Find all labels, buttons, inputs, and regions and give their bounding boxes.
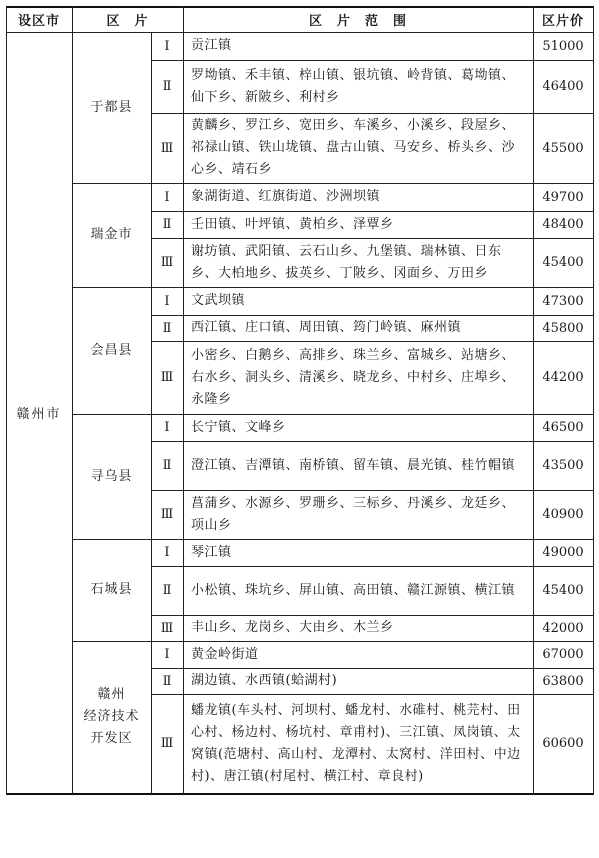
table-left-rule [6,6,7,794]
row-rule [151,238,594,239]
scope-cell [183,287,533,315]
price-cell-text: 45800 [542,320,584,336]
price-cell [533,668,593,694]
price-cell [533,414,593,441]
price-cell-text: 40900 [542,507,584,522]
county-name-text: 瑞金市 [90,227,133,242]
table-bottom-rule [6,793,594,795]
scope-cell-text: 象湖街道、红旗街道、沙洲坝镇 [191,189,381,204]
grade-label-text: Ⅲ [160,507,174,522]
column-rule [72,6,73,794]
price-cell-text: 51000 [542,38,584,54]
grade-label [151,183,183,211]
price-cell [533,32,593,60]
scope-cell-text: 罗坳镇、禾丰镇、梓山镇、银坑镇、岭背镇、葛坳镇、仙下乡、新陂乡、利村乡 [191,67,516,105]
column-rule [533,6,534,794]
scope-cell-text: 文武坝镇 [191,293,246,308]
price-cell-text: 44200 [542,370,584,385]
price-cell [533,315,593,341]
scope-cell-text: 琴江镇 [191,544,232,560]
header-zone-text: 区 片 [106,13,149,29]
scope-cell-text: 澄江镇、吉潭镇、南桥镇、留车镇、晨光镇、桂竹帽镇 [191,457,516,473]
row-rule [151,60,594,61]
county-name-text: 于都县 [90,99,133,115]
grade-label-text: Ⅰ [164,545,170,560]
county-name [72,641,151,793]
scope-cell [183,694,533,793]
grade-label [151,566,183,615]
scope-cell [183,238,533,287]
county-name [72,287,151,414]
grade-label [151,641,183,668]
scope-cell [183,32,533,60]
header-price-text: 区片价 [541,13,584,29]
price-cell-text: 63800 [542,673,584,689]
county-name [72,183,151,287]
scope-cell [183,183,533,211]
table-right-rule [593,6,594,794]
price-cell [533,441,593,490]
price-cell-text: 49000 [542,545,584,560]
header-rule [6,32,594,33]
grade-label-text: Ⅲ [160,255,174,270]
grade-label [151,287,183,315]
county-name-text: 赣州 经济技术 开发区 [83,687,140,746]
scope-cell-text: 小松镇、珠坑乡、屏山镇、高田镇、赣江源镇、横江镇 [191,582,516,598]
price-cell-text: 60600 [542,736,584,751]
price-cell-text: 45500 [542,140,584,156]
price-cell-text: 47300 [542,293,584,309]
grade-label-text: Ⅱ [162,320,172,336]
grade-label [151,615,183,641]
scope-cell-text: 蟠龙镇(车头村、河坝村、蟠龙村、水碓村、桃芫村、田心村、杨边村、杨坑村、章甫村)、三江镇、凤岗镇、太窝镇(范塘村、高山村、龙潭村、太窝村、洋田村、中边村)、唐江镇(村尾村、横江村、章良村) [191,702,521,784]
scope-cell-text: 黄金岭街道 [191,646,259,662]
grade-label-text: Ⅰ [164,420,170,435]
price-cell-text: 43500 [542,458,584,473]
price-cell [533,341,593,414]
price-cell [533,211,593,238]
grade-label [151,441,183,490]
grade-column-rule [151,32,152,794]
grade-label [151,490,183,539]
scope-cell-text: 西江镇、庄口镇、周田镇、筠门岭镇、麻州镇 [191,320,462,335]
grade-label-text: Ⅱ [162,673,172,689]
header-scope [183,6,533,32]
price-cell [533,694,593,793]
price-cell-text: 67000 [542,647,584,662]
scope-cell [183,668,533,694]
price-cell-text: 49700 [542,189,584,205]
column-rule [183,6,184,794]
scope-cell [183,414,533,441]
city-name-text: 赣州市 [16,407,62,422]
row-rule [151,315,594,316]
price-cell [533,490,593,539]
scope-cell-text: 谢坊镇、武阳镇、云石山乡、九堡镇、瑞林镇、日东乡、大柏地乡、拔英乡、丁陂乡、冈面乡、万田乡 [191,243,502,281]
scope-cell [183,641,533,668]
grade-label-text: Ⅲ [160,620,174,636]
header-zone [72,6,183,32]
row-rule [151,341,594,342]
row-rule [151,668,594,669]
price-cell [533,566,593,615]
grade-label-text: Ⅰ [164,293,170,309]
grade-label [151,60,183,113]
grade-label-text: Ⅱ [162,217,172,232]
scope-cell [183,341,533,414]
row-rule [151,211,594,212]
grade-label-text: Ⅰ [164,38,170,54]
grade-label [151,315,183,341]
scope-cell-text: 长宁镇、文峰乡 [191,419,286,435]
price-cell-text: 45400 [542,255,584,270]
row-rule [151,113,594,114]
scope-cell-text: 湖边镇、水西镇(蛤湖村) [191,673,338,688]
scope-cell-text: 贡江镇 [191,38,232,53]
scope-cell [183,490,533,539]
price-cell [533,238,593,287]
grade-label [151,341,183,414]
price-cell [533,183,593,211]
scope-cell [183,60,533,113]
scope-cell-text: 壬田镇、叶坪镇、黄柏乡、泽覃乡 [191,216,394,232]
price-cell [533,615,593,641]
grade-label-text: Ⅱ [162,458,172,473]
grade-label [151,414,183,441]
grade-label-text: Ⅲ [160,370,174,385]
grade-label [151,539,183,566]
row-rule [151,490,594,491]
header-scope-text: 区 片 范 围 [308,13,407,29]
county-name [72,32,151,183]
price-cell-text: 46400 [542,79,584,94]
price-cell [533,287,593,315]
city-name [6,32,72,793]
county-name-text: 寻乌县 [90,468,133,484]
scope-cell-text: 丰山乡、龙岗乡、大由乡、木兰乡 [191,620,394,635]
scope-cell-text: 菖蒲乡、水源乡、罗珊乡、三标乡、丹溪乡、龙廷乡、项山乡 [191,495,516,533]
scope-cell [183,211,533,238]
scope-cell [183,566,533,615]
header-city-text: 设区市 [17,13,60,29]
price-cell [533,641,593,668]
grade-label-text: Ⅲ [160,140,174,156]
grade-label-text: Ⅱ [162,79,172,94]
scope-cell [183,615,533,641]
price-cell [533,539,593,566]
row-rule [151,694,594,695]
price-cell-text: 45400 [542,583,584,598]
row-rule [151,566,594,567]
scope-cell [183,539,533,566]
grade-label [151,113,183,183]
grade-label-text: Ⅰ [164,647,170,662]
scope-cell-text: 小密乡、白鹅乡、高排乡、珠兰乡、富城乡、站塘乡、右水乡、洞头乡、清溪乡、晓龙乡、中村乡、庄埠乡、永隆乡 [191,347,516,407]
grade-label [151,238,183,287]
grade-label [151,694,183,793]
scope-cell [183,441,533,490]
header-price [533,6,593,32]
price-cell-text: 46500 [542,420,584,435]
scope-cell [183,315,533,341]
scope-cell [183,113,533,183]
price-cell [533,60,593,113]
grade-label-text: Ⅱ [162,583,172,598]
county-name [72,414,151,539]
price-cell [533,113,593,183]
county-name-text: 石城县 [90,582,133,597]
table-top-rule [6,6,594,8]
grade-label [151,211,183,238]
row-rule [151,441,594,442]
grade-label-text: Ⅰ [164,189,170,205]
grade-label-text: Ⅲ [160,736,174,751]
grade-label [151,32,183,60]
grade-label [151,668,183,694]
price-cell-text: 42000 [542,620,584,636]
county-name [72,539,151,641]
price-cell-text: 48400 [542,217,584,232]
row-rule [151,615,594,616]
scope-cell-text: 黄麟乡、罗江乡、宽田乡、车溪乡、小溪乡、段屋乡、祁禄山镇、铁山垅镇、盘古山镇、马安乡、桥头乡、沙心乡、靖石乡 [191,118,516,177]
header-city [6,6,72,32]
county-name-text: 会昌县 [90,342,133,358]
